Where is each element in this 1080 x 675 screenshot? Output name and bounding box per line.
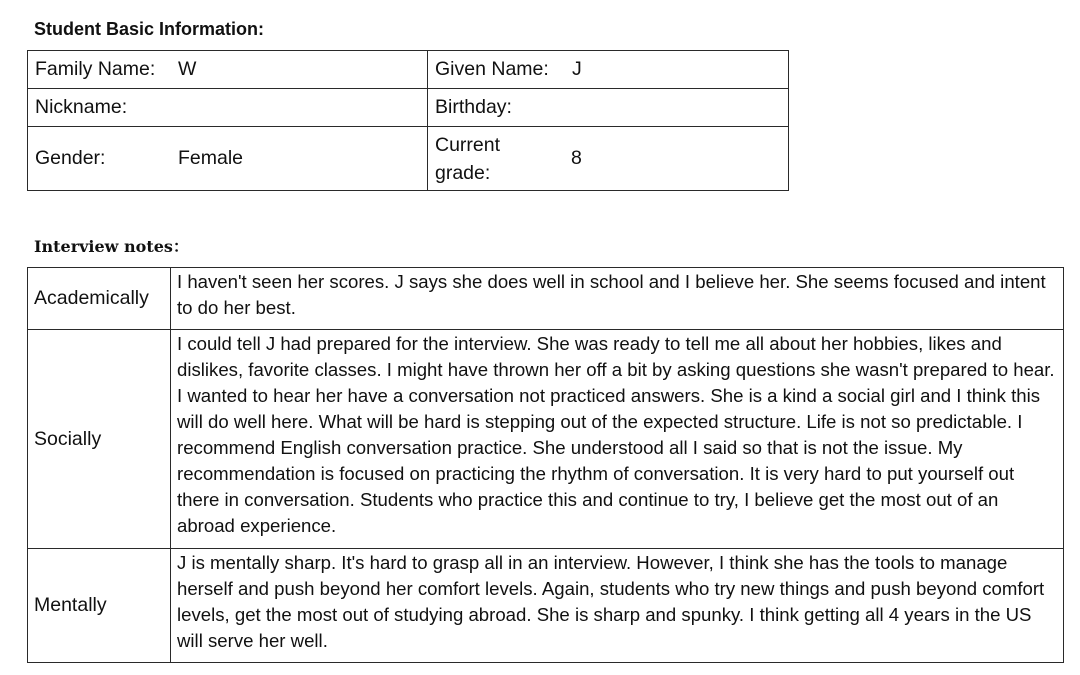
basic-info-title: Student Basic Information: bbox=[34, 19, 265, 39]
notes-row-academic bbox=[28, 268, 1064, 330]
basic-info-row-names bbox=[28, 51, 789, 89]
current-grade-label-line2: grade: bbox=[435, 161, 491, 184]
family-name-cell bbox=[28, 51, 428, 89]
current-grade-value: 8 bbox=[571, 147, 582, 169]
given-name-value: J bbox=[572, 58, 582, 80]
given-name-label: Given Name: bbox=[435, 58, 549, 80]
notes-text-mental: J is mentally sharp. It's hard to grasp all in an interview. However, I think she has the tools to manage herself and push beyond her comfort levels. Again, students who try new things and push beyond comfort levels, get the most out of studying abroad. She is sharp and spunky. I think getting all 4 years in the US will serve her well. bbox=[171, 549, 1064, 663]
notes-category-mental: Mentally bbox=[28, 549, 171, 663]
nickname-cell bbox=[28, 89, 428, 127]
notes-row-social bbox=[28, 330, 1064, 549]
notes-category-social: Socially bbox=[28, 330, 171, 549]
birthday-label: Birthday: bbox=[435, 96, 512, 118]
given-name-cell bbox=[428, 51, 789, 89]
basic-info-table bbox=[27, 50, 789, 191]
nickname-label: Nickname: bbox=[35, 96, 128, 118]
family-name-value: W bbox=[178, 58, 197, 80]
current-grade-label-line1: Current bbox=[435, 133, 501, 156]
notes-text-social: I could tell J had prepared for the interview. She was ready to tell me all about her hobbies, likes and dislikes, favorite classes. I might have thrown her off a bit by asking questions she wasn't prepared to hear. I wanted to hear her have a conversation not practiced answers. She is a kind a social girl and I think this will do well here. What will be hard is stepping out of the expected structure. Life is not so predictable. I recommend English conversation practice. She understood all I said so that is not the issue. My recommendation is focused on practicing the rhythm of conversation. It is very hard to put yourself out there in conversation. Students who practice this and continue to try, I believe get the most out of an abroad experience. bbox=[171, 330, 1064, 549]
gender-cell bbox=[28, 127, 428, 191]
interview-notes-table bbox=[27, 267, 1064, 663]
gender-label: Gender: bbox=[35, 147, 106, 169]
family-name-label: Family Name: bbox=[35, 58, 156, 80]
interview-notes-title: Interview notes： bbox=[34, 237, 189, 256]
basic-info-row-gender bbox=[28, 127, 789, 191]
current-grade-label bbox=[435, 131, 571, 187]
birthday-cell bbox=[428, 89, 789, 127]
notes-row-mental bbox=[28, 549, 1064, 663]
notes-text-academic: I haven't seen her scores. J says she does well in school and I believe her. She seems focused and intent to do her best. bbox=[171, 268, 1064, 330]
current-grade-cell bbox=[428, 127, 789, 191]
notes-category-academic: Academically bbox=[28, 268, 171, 330]
basic-info-row-nickname bbox=[28, 89, 789, 127]
gender-value: Female bbox=[178, 147, 244, 169]
